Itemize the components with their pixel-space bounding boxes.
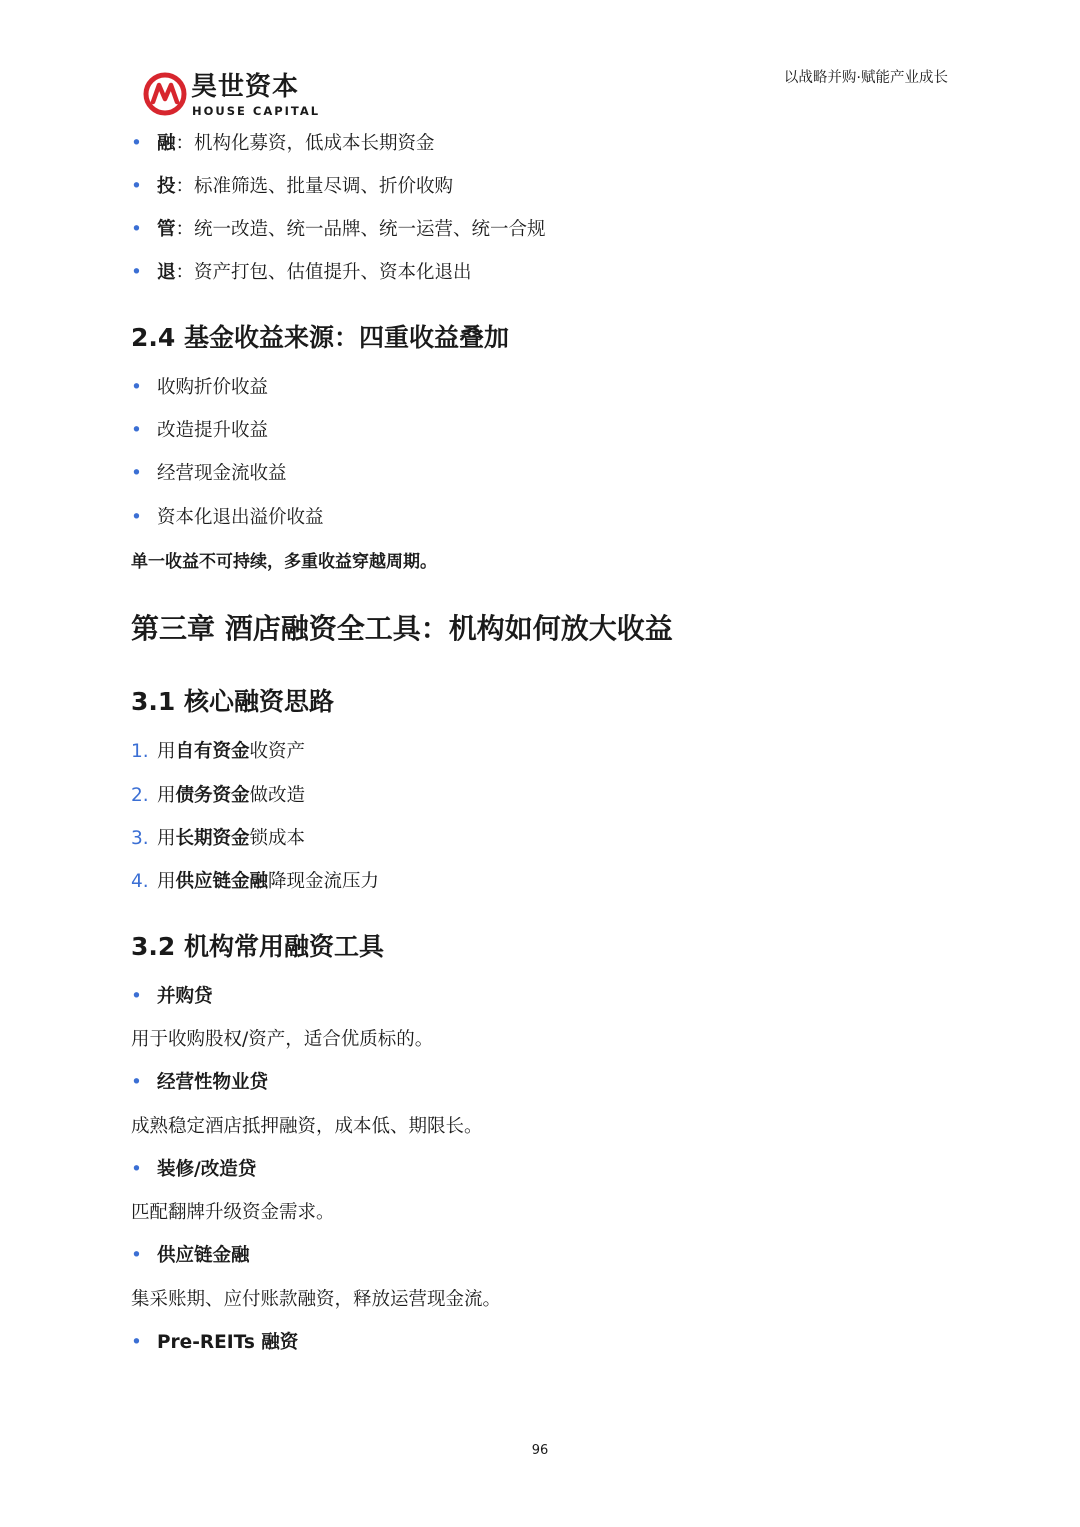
bullet-dot-icon: • (131, 133, 142, 154)
tool-description: 用于收购股权/资产，适合优质标的。 (131, 1029, 434, 1050)
item-number: 3. (131, 828, 149, 849)
bullet-dot-icon: • (131, 1332, 142, 1353)
item-number: 4. (131, 871, 149, 892)
list-item (131, 461, 287, 487)
tool-name (131, 1243, 250, 1269)
tool-name-text: 经营性物业贷 (157, 1072, 269, 1093)
list-item (131, 217, 546, 243)
list-item (131, 375, 268, 401)
list-item-text: ：统一改造、统一品牌、统一运营、统一合规 (175, 219, 546, 240)
chapter-heading: 第三章 酒店融资全工具：机构如何放大收益 (131, 612, 673, 645)
numbered-item (131, 826, 305, 852)
bullet-dot-icon: • (131, 262, 142, 283)
item-emphasis: 供应链金融 (175, 871, 269, 892)
tool-name (131, 1070, 268, 1096)
header-tagline: 以战略并购·赋能产业成长 (783, 70, 948, 86)
section-heading: 3.1 核心融资思路 (131, 687, 334, 716)
section-heading: 3.2 机构常用融资工具 (131, 932, 384, 961)
logo-name: 昊世资本 (191, 72, 300, 102)
logo-subtitle: HOUSE CAPITAL (192, 104, 321, 118)
item-emphasis: 长期资金 (175, 828, 250, 849)
tool-name-text: 供应链金融 (157, 1245, 250, 1266)
bullet-dot-icon: • (131, 507, 142, 528)
list-item-text: 改造提升收益 (157, 420, 269, 441)
numbered-item (131, 783, 305, 809)
tool-description: 成熟稳定酒店抵押融资，成本低、期限长。 (131, 1116, 483, 1137)
item-text: 用 (157, 828, 176, 849)
list-item-term: 融 (157, 133, 176, 154)
bullet-dot-icon: • (131, 219, 142, 240)
item-text: 收资产 (249, 741, 306, 762)
item-text: 锁成本 (249, 828, 306, 849)
item-text: 用 (157, 871, 176, 892)
list-item (131, 131, 435, 157)
bullet-dot-icon: • (131, 463, 142, 484)
list-item (131, 260, 472, 286)
tool-name-text: Pre-REITs 融资 (157, 1332, 299, 1353)
section-note: 单一收益不可持续，多重收益穿越周期。 (131, 552, 437, 572)
list-item-text: ：标准筛选、批量尽调、折价收购 (175, 176, 454, 197)
bullet-dot-icon: • (131, 986, 142, 1007)
list-item-text: 收购折价收益 (157, 377, 269, 398)
list-item-text: 经营现金流收益 (157, 463, 287, 484)
list-item-term: 管 (157, 219, 176, 240)
item-number: 1. (131, 741, 149, 762)
tool-name (131, 984, 213, 1010)
item-text: 做改造 (249, 785, 306, 806)
page-number: 96 (531, 1443, 549, 1458)
item-text: 用 (157, 785, 176, 806)
numbered-item (131, 869, 379, 895)
tool-name-text: 装修/改造贷 (157, 1159, 257, 1180)
item-number: 2. (131, 785, 149, 806)
tool-description: 集采账期、应付账款融资，释放运营现金流。 (131, 1289, 502, 1310)
list-item (131, 505, 324, 531)
bullet-dot-icon: • (131, 1072, 142, 1093)
list-item-text: ：机构化募资，低成本长期资金 (175, 133, 435, 154)
numbered-item (131, 739, 305, 765)
list-item-term: 投 (157, 176, 176, 197)
item-emphasis: 债务资金 (175, 785, 250, 806)
bullet-dot-icon: • (131, 377, 142, 398)
list-item-text: ：资产打包、估值提升、资本化退出 (175, 262, 472, 283)
list-item-term: 退 (157, 262, 176, 283)
bullet-dot-icon: • (131, 1159, 142, 1180)
tool-name (131, 1157, 256, 1183)
tool-name-text: 并购贷 (157, 986, 213, 1007)
item-text: 降现金流压力 (268, 871, 380, 892)
bullet-dot-icon: • (131, 420, 142, 441)
item-text: 用 (157, 741, 176, 762)
list-item (131, 418, 268, 444)
list-item-text: 资本化退出溢价收益 (157, 507, 324, 528)
item-emphasis: 自有资金 (175, 741, 250, 762)
section-heading: 2.4 基金收益来源：四重收益叠加 (131, 323, 509, 352)
bullet-dot-icon: • (131, 1245, 142, 1266)
bullet-dot-icon: • (131, 176, 142, 197)
tool-name (131, 1330, 298, 1356)
company-logo (143, 72, 321, 120)
logo-mark-icon (143, 72, 187, 116)
tool-description: 匹配翻牌升级资金需求。 (131, 1202, 335, 1223)
list-item (131, 174, 453, 200)
